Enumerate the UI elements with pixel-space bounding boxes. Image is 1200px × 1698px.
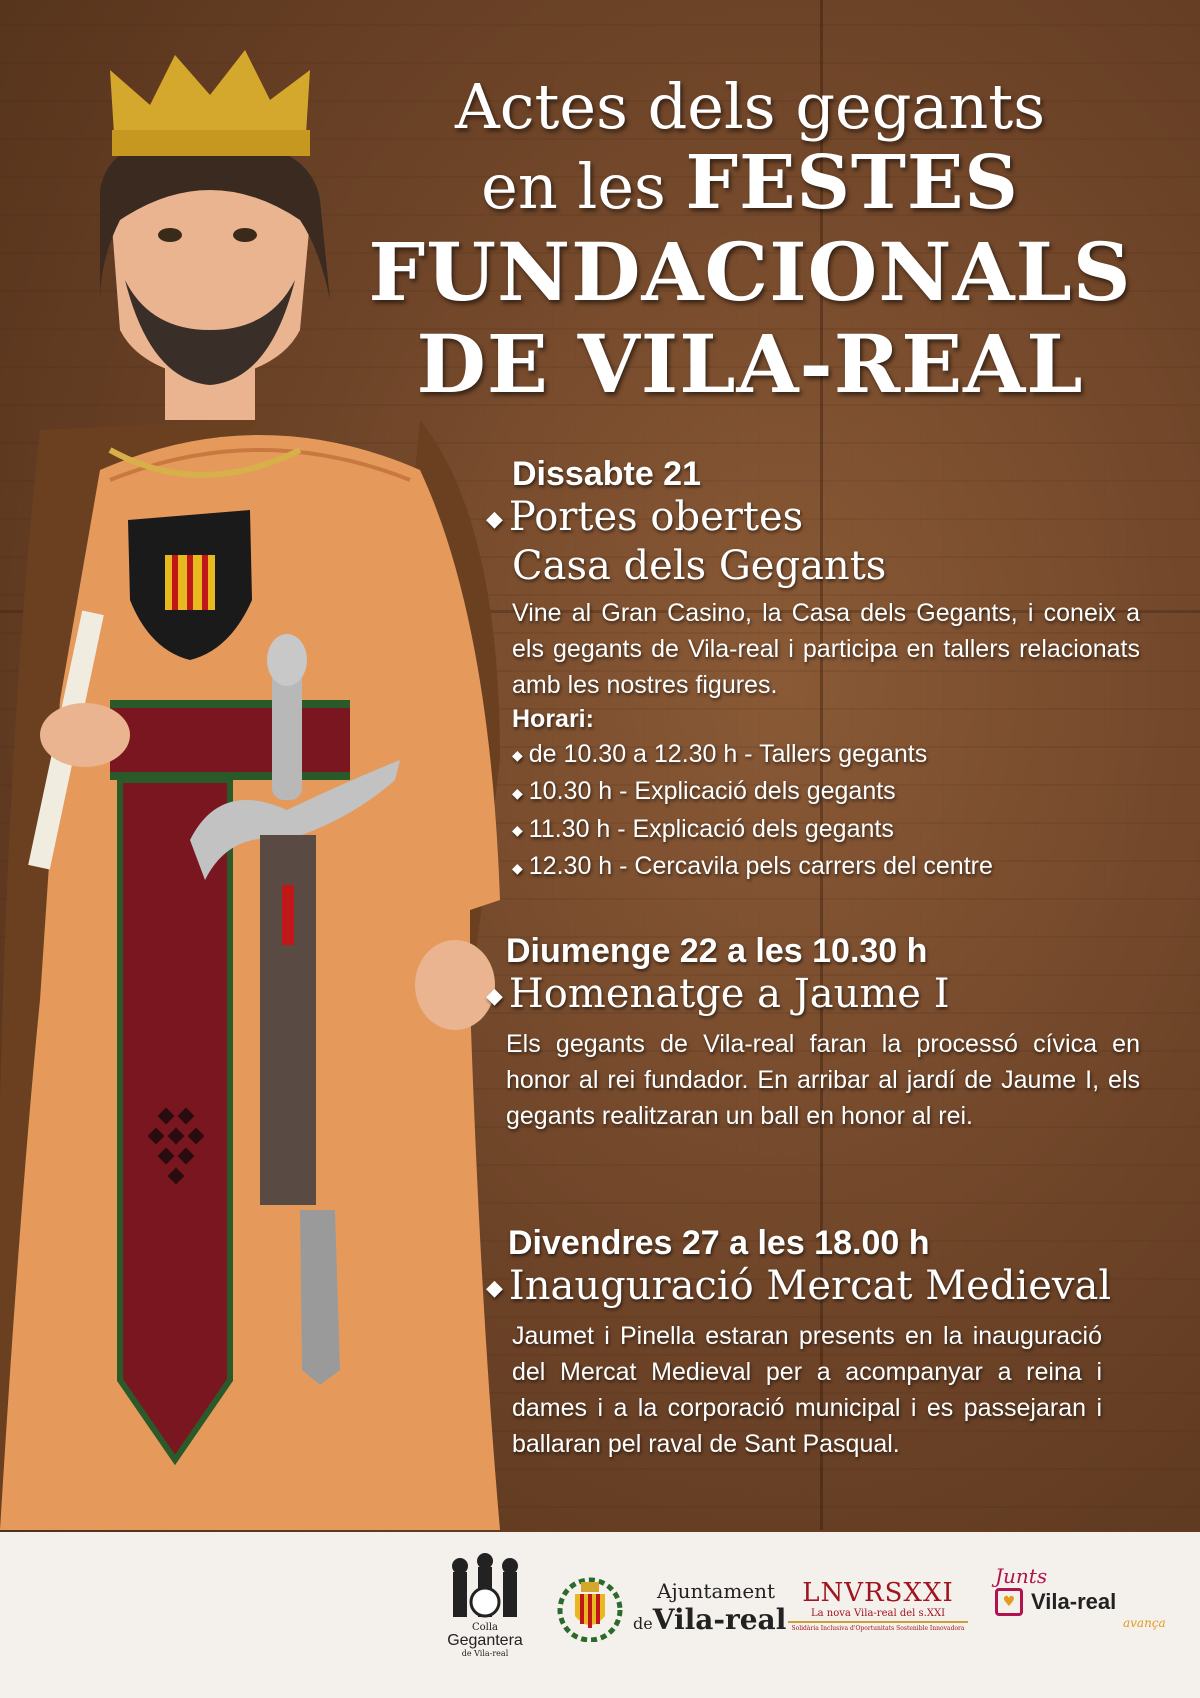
ajuntament-logo bbox=[555, 1572, 786, 1642]
sponsors-footer bbox=[0, 1532, 1200, 1698]
section-friday bbox=[486, 1224, 1176, 1462]
section-event: ◆ Portes obertes bbox=[486, 494, 804, 540]
section-event: ◆ Inauguració Mercat Medieval bbox=[486, 1263, 1112, 1309]
lnvrs-sub2: Solidària Inclusiva d'Oportunitats Sostenible Innovadora bbox=[791, 1625, 965, 1632]
bullet-diamond-icon: ◆ bbox=[512, 859, 523, 876]
junts-word: Junts bbox=[995, 1564, 1048, 1588]
schedule-list bbox=[486, 736, 1140, 886]
ajuntament-line2: Vila-real bbox=[652, 1602, 787, 1636]
title-line-4: DE VILA-REAL bbox=[416, 317, 1084, 411]
section-event-line2: Casa dels Gegants bbox=[512, 543, 887, 589]
lnvrsxxi-logo bbox=[788, 1578, 968, 1632]
crown-icon bbox=[110, 50, 310, 156]
schedule-label: Horari: bbox=[512, 705, 594, 733]
bullet-diamond-icon: ◆ bbox=[486, 1276, 503, 1301]
section-event: ◆ Homenatge a Jaume I bbox=[486, 971, 950, 1017]
title-line-1: Actes dels gegants bbox=[454, 70, 1046, 143]
title-line-2: en les FESTES bbox=[481, 140, 1019, 226]
bullet-diamond-icon: ◆ bbox=[512, 822, 523, 839]
junts-row bbox=[995, 1588, 1116, 1616]
colla-gegantera-logo bbox=[445, 1552, 525, 1658]
giants-silhouette-icon bbox=[445, 1552, 525, 1622]
section-day: Dissabte 21 bbox=[512, 455, 701, 493]
title-festes: FESTES bbox=[685, 140, 1019, 226]
bullet-diamond-icon: ◆ bbox=[486, 507, 503, 532]
divider bbox=[788, 1621, 968, 1623]
lnvrs-title: LNVRSXXI bbox=[802, 1578, 954, 1608]
schedule-item: ◆ de 10.30 a 12.30 h - Tallers gegants bbox=[512, 740, 928, 768]
section-description: Els gegants de Vila-real faran la processó cívica en honor al rei fundador. En arribar al jardí de Jaume I, els gegants realitzaran un ball en honor al rei. bbox=[506, 1030, 1140, 1130]
section-day: Diumenge 22 a les 10.30 h bbox=[506, 932, 928, 970]
section-sunday bbox=[486, 932, 1140, 1134]
schedule-item: ◆ 10.30 h - Explicació dels gegants bbox=[512, 777, 896, 806]
bullet-diamond-icon: ◆ bbox=[486, 984, 503, 1009]
junts-logo bbox=[995, 1564, 1166, 1630]
colla-line3: de Vila-real bbox=[461, 1649, 509, 1658]
bullet-diamond-icon: ◆ bbox=[512, 747, 523, 764]
section-description: Vine al Gran Casino, la Casa dels Gegants, i coneix a els gegants de Vila-real i participa en tallers relacionats amb les nostres figures. bbox=[512, 599, 1140, 699]
schedule-item: ◆ 12.30 h - Cercavila pels carrers del centre bbox=[512, 852, 993, 881]
ajuntament-prefix: de bbox=[633, 1613, 653, 1633]
section-day: Divendres 27 a les 18.00 h bbox=[508, 1224, 930, 1262]
colla-line1: Colla bbox=[471, 1622, 499, 1633]
poster-title bbox=[330, 70, 1170, 410]
junts-tag: avança bbox=[1123, 1616, 1166, 1630]
section-saturday bbox=[486, 455, 1140, 886]
town-shield-icon bbox=[555, 1572, 625, 1642]
lnvrs-sub1: La nova Vila-real del s.XXI bbox=[810, 1608, 946, 1619]
ajuntament-line1: Ajuntament bbox=[657, 1578, 776, 1603]
schedule-item: ◆ 11.30 h - Explicació dels gegants bbox=[512, 814, 894, 843]
section-description: Jaumet i Pinella estaran presents en la inauguració del Mercat Medieval per a acompanyar a reina i dames i a la corporació municipal i es passejaran i ballaran pel raval de Sant Pasqual. bbox=[512, 1322, 1102, 1458]
ajuntament-line2-wrap bbox=[633, 1603, 786, 1636]
title-line-3: FUNDACIONALS bbox=[368, 225, 1132, 319]
colla-line2: Gegantera bbox=[447, 1632, 523, 1649]
bullet-diamond-icon: ◆ bbox=[512, 784, 523, 801]
heart-icon: ♥ bbox=[995, 1588, 1023, 1616]
junts-town: Vila-real bbox=[1031, 1589, 1117, 1614]
